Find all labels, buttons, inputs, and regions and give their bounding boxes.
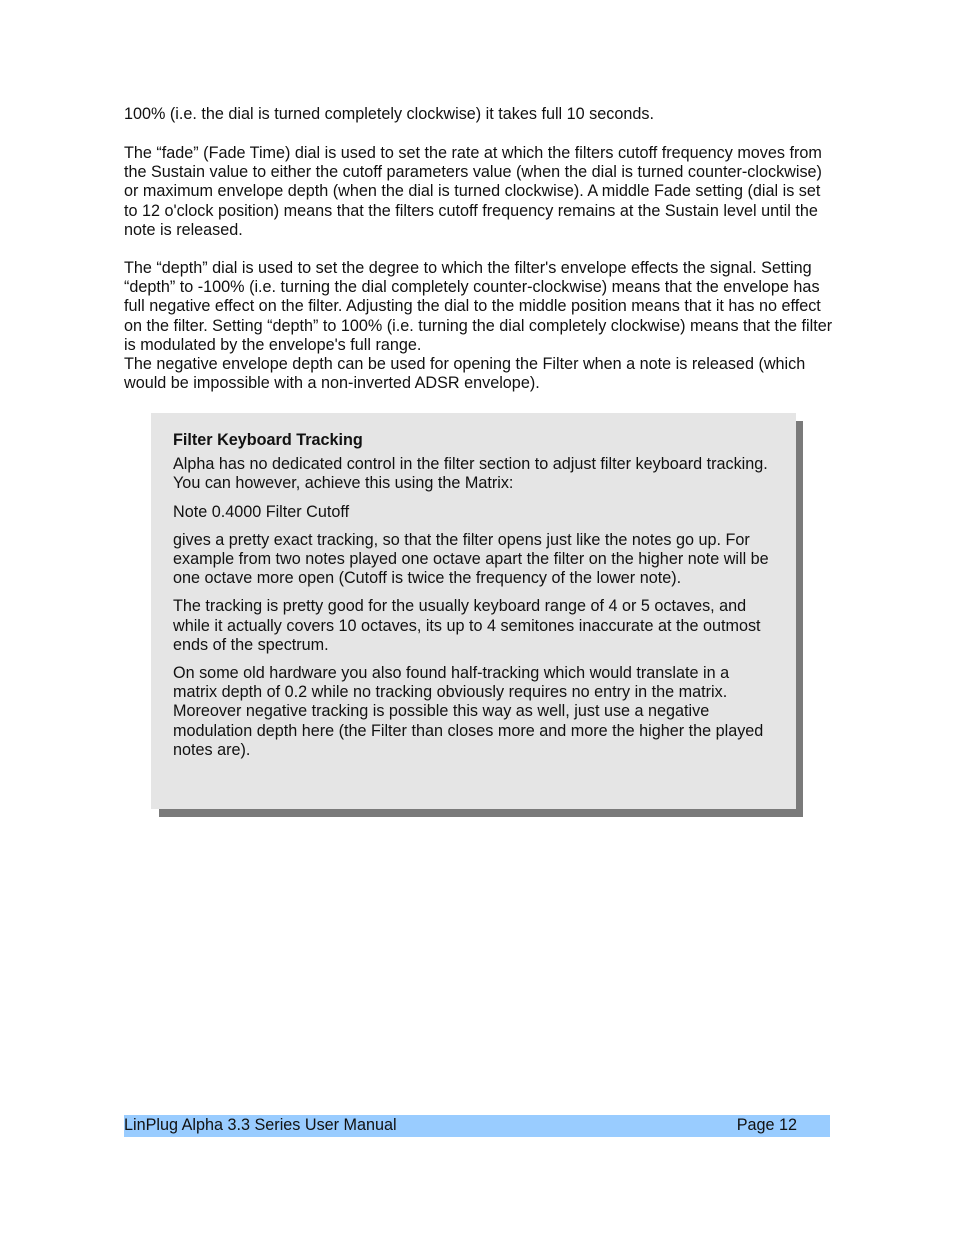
footer-manual-title: LinPlug Alpha 3.3 Series User Manual [124, 1116, 397, 1134]
tip-box [151, 413, 796, 809]
paragraph-dial-time: 100% (i.e. the dial is turned completely clockwise) it takes full 10 seconds. [124, 105, 654, 123]
paragraph-fade-dial: The “fade” (Fade Time) dial is used to set the rate at which the filters cutoff frequency moves from the Sustain value to either the cutoff parameters value (when the dial is turned counter-clockwise) or maximum envelope depth (when the dial is turned clockwise). A middle Fade setting (dial is set to 12 o'clock position) means that the filters cutoff frequency remains at the Sustain level until the note is released. [124, 144, 822, 239]
tip-box-matrix-example: Note 0.4000 Filter Cutoff [173, 502, 350, 521]
tip-box-title: Filter Keyboard Tracking [173, 431, 363, 449]
paragraph-negative-depth: The negative envelope depth can be used for opening the Filter when a note is released (which would be impossible with a non-inverted ADSR envelope). [124, 355, 806, 393]
tip-box-paragraph: Alpha has no dedicated control in the filter section to adjust filter keyboard tracking. You can however, achieve this using the Matrix: [173, 455, 768, 493]
footer-page-number: Page 12 [736, 1116, 797, 1134]
page-footer [124, 1115, 830, 1137]
tip-box-paragraph: On some old hardware you also found half-tracking which would translate in a matrix depth of 0.2 while no tracking obviously requires no entry in the matrix. Moreover negative tracking is possible this way as well, just use a negative modulation depth here (the Filter than closes more and more the higher the played notes are). [173, 664, 764, 759]
tip-box-paragraph: The tracking is pretty good for the usually keyboard range of 4 or 5 octaves, and while it actually covers 10 octaves, its up to 4 semitones inaccurate at the outmost ends of the spectrum. [173, 597, 761, 654]
tip-box-paragraph: gives a pretty exact tracking, so that the filter opens just like the notes go up. For example from two notes played one octave apart the filter on the higher note will be one octave more open (Cutoff is twice the frequency of the lower note). [173, 530, 769, 588]
paragraph-depth-dial: The “depth” dial is used to set the degree to which the filter's envelope effects the signal. Setting “depth” to -100% (i.e. turning the dial completely counter-clockwise) means that the envelope has full negative effect on the filter. Adjusting the dial to the middle position means that it has no effect on the filter. Setting “depth” to 100% (i.e. turning the dial completely clockwise) means that the filter is modulated by the envelope's full range. [124, 259, 833, 354]
